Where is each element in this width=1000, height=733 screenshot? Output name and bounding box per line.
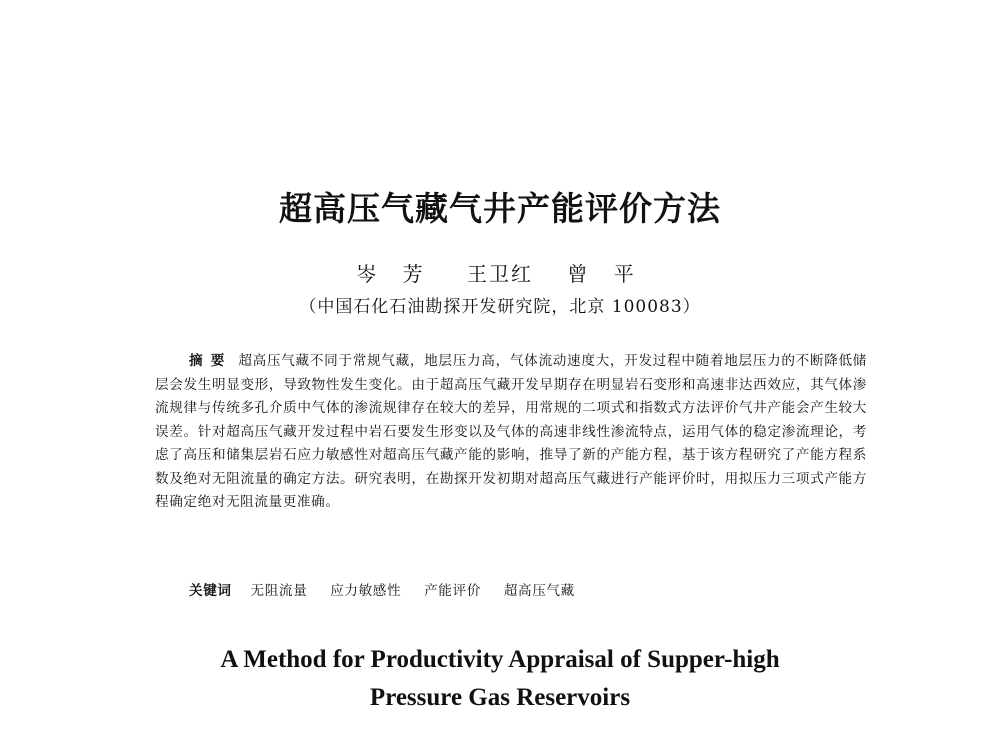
keyword: 无阻流量 [250,583,308,599]
abstract-text: 超高压气藏不同于常规气藏，地层压力高，气体流动速度大，开发过程中随着地层压力的不断降低储层会发生明显变形，导致物性发生变化。由于超高压气藏开发早期存在明显岩石变形和高速非达西效应，其气体渗流规律与传统多孔介质中气体的渗流规律存在较大的差异，用常规的二项式和指数式方法评价气井产能会产生较大误差。针对超高压气藏开发过程中岩石要发生形变以及气体的高速非线性渗流特点，运用气体的稳定渗流理论，考虑了高压和储集层岩石应力敏感性对超高压气藏产能的影响，推导了新的产能方程，基于该方程研究了产能方程系数及绝对无阻流量的确定方法。研究表明，在勘探开发初期对超高压气藏进行产能评价时，用拟压力三项式产能方程确定绝对无阻流量更准确。 [155,353,868,510]
author-name: 岑 芳 [356,262,433,286]
keyword: 产能评价 [424,583,481,599]
english-title-line-2: Pressure Gas Reservoirs [369,684,631,711]
english-title [0,641,1000,717]
keyword: 超高压气藏 [503,583,575,599]
author-name: 曾 平 [567,262,644,286]
abstract [155,350,867,515]
abstract-label: 摘要 [189,353,233,369]
english-title-line-1: A Method for Productivity Appraisal of Supper-high [220,646,780,673]
affiliation: （中国石化石油勘探开发研究院，北京 100083） [299,297,701,317]
keywords-label: 关键词 [189,583,232,599]
author-name: 王卫红 [467,262,533,286]
keyword: 应力敏感性 [330,583,402,599]
chinese-title: 超高压气藏气井产能评价方法 [279,189,721,228]
author-list [0,258,1000,287]
keywords [189,579,593,599]
